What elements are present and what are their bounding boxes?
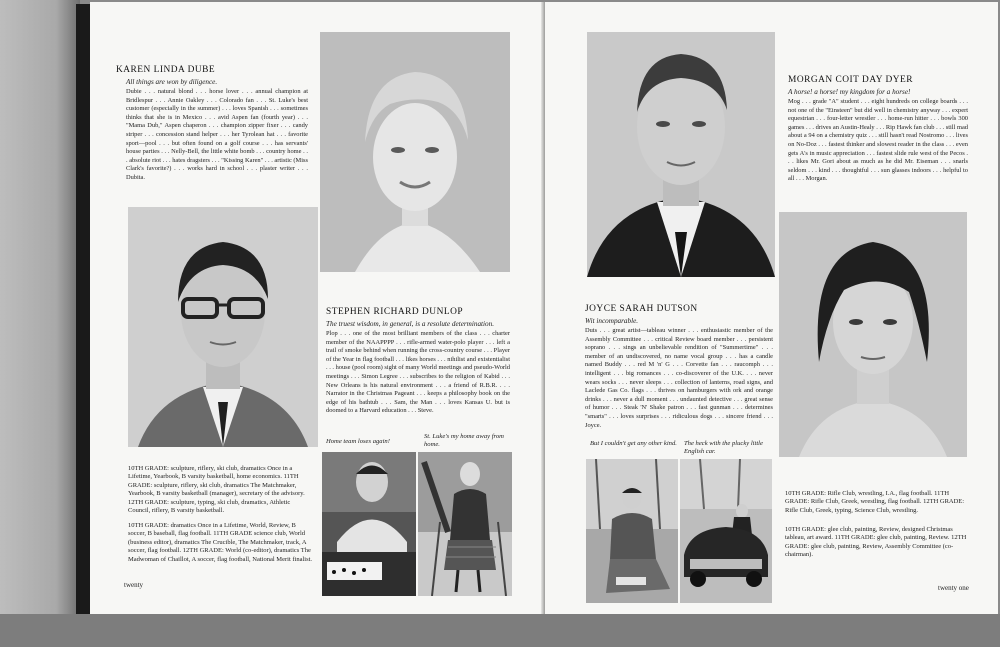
student-name-stephen: STEPHEN RICHARD DUNLOP (326, 307, 464, 317)
student-motto-stephen: The truest wisdom, in general, is a resolute determination. (326, 320, 495, 328)
portrait-photo-morgan (587, 32, 775, 277)
right-page (545, 2, 998, 614)
student-motto-morgan: A horse! a horse! my kingdom for a horse! (788, 88, 911, 96)
portrait-photo-karen (320, 32, 510, 272)
page-number-left: twenty (124, 581, 144, 589)
photo-caption-right-1: But I couldn't get any other kind. (590, 440, 677, 447)
photo-caption-left-1: Home team loses again! (326, 438, 390, 445)
student-bio-morgan: Mog . . . grade "A" student . . . eight hundreds on college boards . . . not one of the "Einsteen" but did well in chemistry anyway . . . expert equestrian . . . four-letter wrestler . . . home-run hitter . . . bowls 300 games . . . drives an Austin-Healy . . . Rip Hawk fan club . . . still mad about a 94 on a chemistry quiz . . . still hasn't read Nostromo . . . lives on No-Doz . . . fastest thinker and slowest reader in the class . . . even gets A's in music appreciation . . . fastest slide rule west of the Pecos . . . likes Mr. Gori about as much as he did Mr. Eiseman . . . snarls seldom . . . kind . . . thoughtful . . . sun glasses indoors . . . helpful to all . . . Morgan. (788, 98, 968, 183)
candid-photo-joyce-car (680, 459, 772, 603)
activities-morgan: 10TH GRADE: Rifle Club, wrestling, I.A., flag football. 11TH GRADE: Rifle Club, Greek, wrestling, flag football. 12TH GRADE: Rifle Club, Greek, typing, Science Club, wrestling. (785, 490, 965, 514)
student-name-karen: KAREN LINDA DUBE (116, 65, 216, 75)
left-page (90, 2, 545, 614)
photo-caption-right-2: The heck with the plucky little English car. (684, 440, 763, 456)
student-motto-karen: All things are won by diligence. (126, 78, 218, 86)
student-name-joyce: JOYCE SARAH DUTSON (585, 304, 698, 314)
scan-background (0, 0, 80, 647)
activities-karen: 10TH GRADE: sculpture, riflery, ski club, dramatics Once in a Lifetime, Yearbook, B varsity basketball, home economics. 11TH GRADE: sculpture, riflery, ski club, dramatics The Matchmaker, Yearbook, B varsity basketball (manager), secretary of the advisory. 12TH GRADE: sculpture, typing, ski club, dramatics, Athletic Council, riflery, B varsity basketball. (128, 465, 305, 515)
student-name-morgan: MORGAN COIT DAY DYER (788, 75, 914, 85)
student-motto-joyce: Wit incomparable. (585, 317, 639, 325)
portrait-photo-joyce (779, 212, 967, 457)
student-bio-stephen: Plop . . . one of the most brilliant members of the class . . . charter member of the NAAPPPP . . . rifle-armed water-polo player . . . left a trail of smoke behind when running the cross-country course . . . Player of the Year in flag football . . . likes horses . . . nihilist and existentialist . . . house (pool room) sight of many World meetings and pseudo-World meetings . . . Simon Legree . . . subscribes to the religion of Kabid . . . New Orleans is his natural environment . . . a friend of R.B.R. . . . Narrator in the Christmas Pageant . . . keeps a philosophy book on the edge of his bathtub . . . Sam, the Man . . . loves Kansas U. but is doomed to a Harvard education . . . Steve. (326, 330, 510, 415)
student-bio-joyce: Duts . . . great artist—tableau winner . . . enthusiastic member of the Assembly Committee . . . critical Review board member . . . persistent soprano . . . sings an unbelievable rendition of "Summertime" . . . member of an undiscovered, no name vocal group . . . has a candle named Buddy . . . red M 'n' G . . . Corvette fan . . . raucomph . . . intelligent . . . big romances . . . co-discoverer of the U.K. . . . never wears socks . . . never sleeps . . . collection of lanterns, road signs, and Laclede Gas Co. flags . . . thrives on hamburgers with ork and orange drinks . . . never a dull moment . . . undaunted detective . . . great sense of humor . . . Steak 'N' Shake patron . . . fast gunman . . . determines "smarts" . . . loves surprises . . . ridiculous dogs . . . sincere friend . . . Joyce. (585, 327, 773, 429)
candid-photo-stephen (322, 452, 416, 596)
portrait-photo-stephen (128, 207, 318, 447)
photo-caption-left-2: St. Luke's my home away from home. (424, 433, 504, 449)
candid-photo-karen (418, 452, 512, 596)
activities-stephen: 10TH GRADE: dramatics Once in a Lifetime, World, Review, B soccer, B baseball, flag football. 11TH GRADE science club, World (business editor), dramatics The Crucible, The Matchmaker, track, A soccer, flag football. 12TH GRADE: World (co-editor), dramatics The Madwoman of Chaillot, A soccer, flag football, National Merit finalist. (128, 522, 313, 563)
candid-photo-morgan (586, 459, 678, 603)
activities-joyce: 10TH GRADE: glee club, painting, Review, designed Christmas tableau, art award. 11TH GRADE: glee club, painting, Review. 12TH GRADE: glee club, painting, Review, Assembly Committee (co-chairman). (785, 526, 967, 559)
student-bio-karen: Dubie . . . natural blond . . . horse lover . . . annual champion at Bridlespur . . . Annie Oakley . . . Colorado fan . . . St. Luke's best customer (especially in the summer) . . . loves Spanish . . . sometimes thinks that she is in Mexico . . . avid Aspen fan (fourth year) . . . "Mama Dub," Aspen chaperon . . . champion zipper fixer . . . candy striper . . . concession stand helper . . . her Tyrolean hat . . . favorite sport—pool . . . but often found on a golf course . . . has servants' house parties . . . Nelly-Bell, the little white bomb . . . country home . . . absolute riot . . . hates dragsters . . . "Kissing Karen" . . . artistic (Miss Clark's favorite?) . . . works hard in school . . . plaster writer . . . Dubita. (126, 88, 308, 181)
page-number-right: twenty one (938, 584, 969, 592)
scan-bottom-edge (0, 614, 1000, 647)
